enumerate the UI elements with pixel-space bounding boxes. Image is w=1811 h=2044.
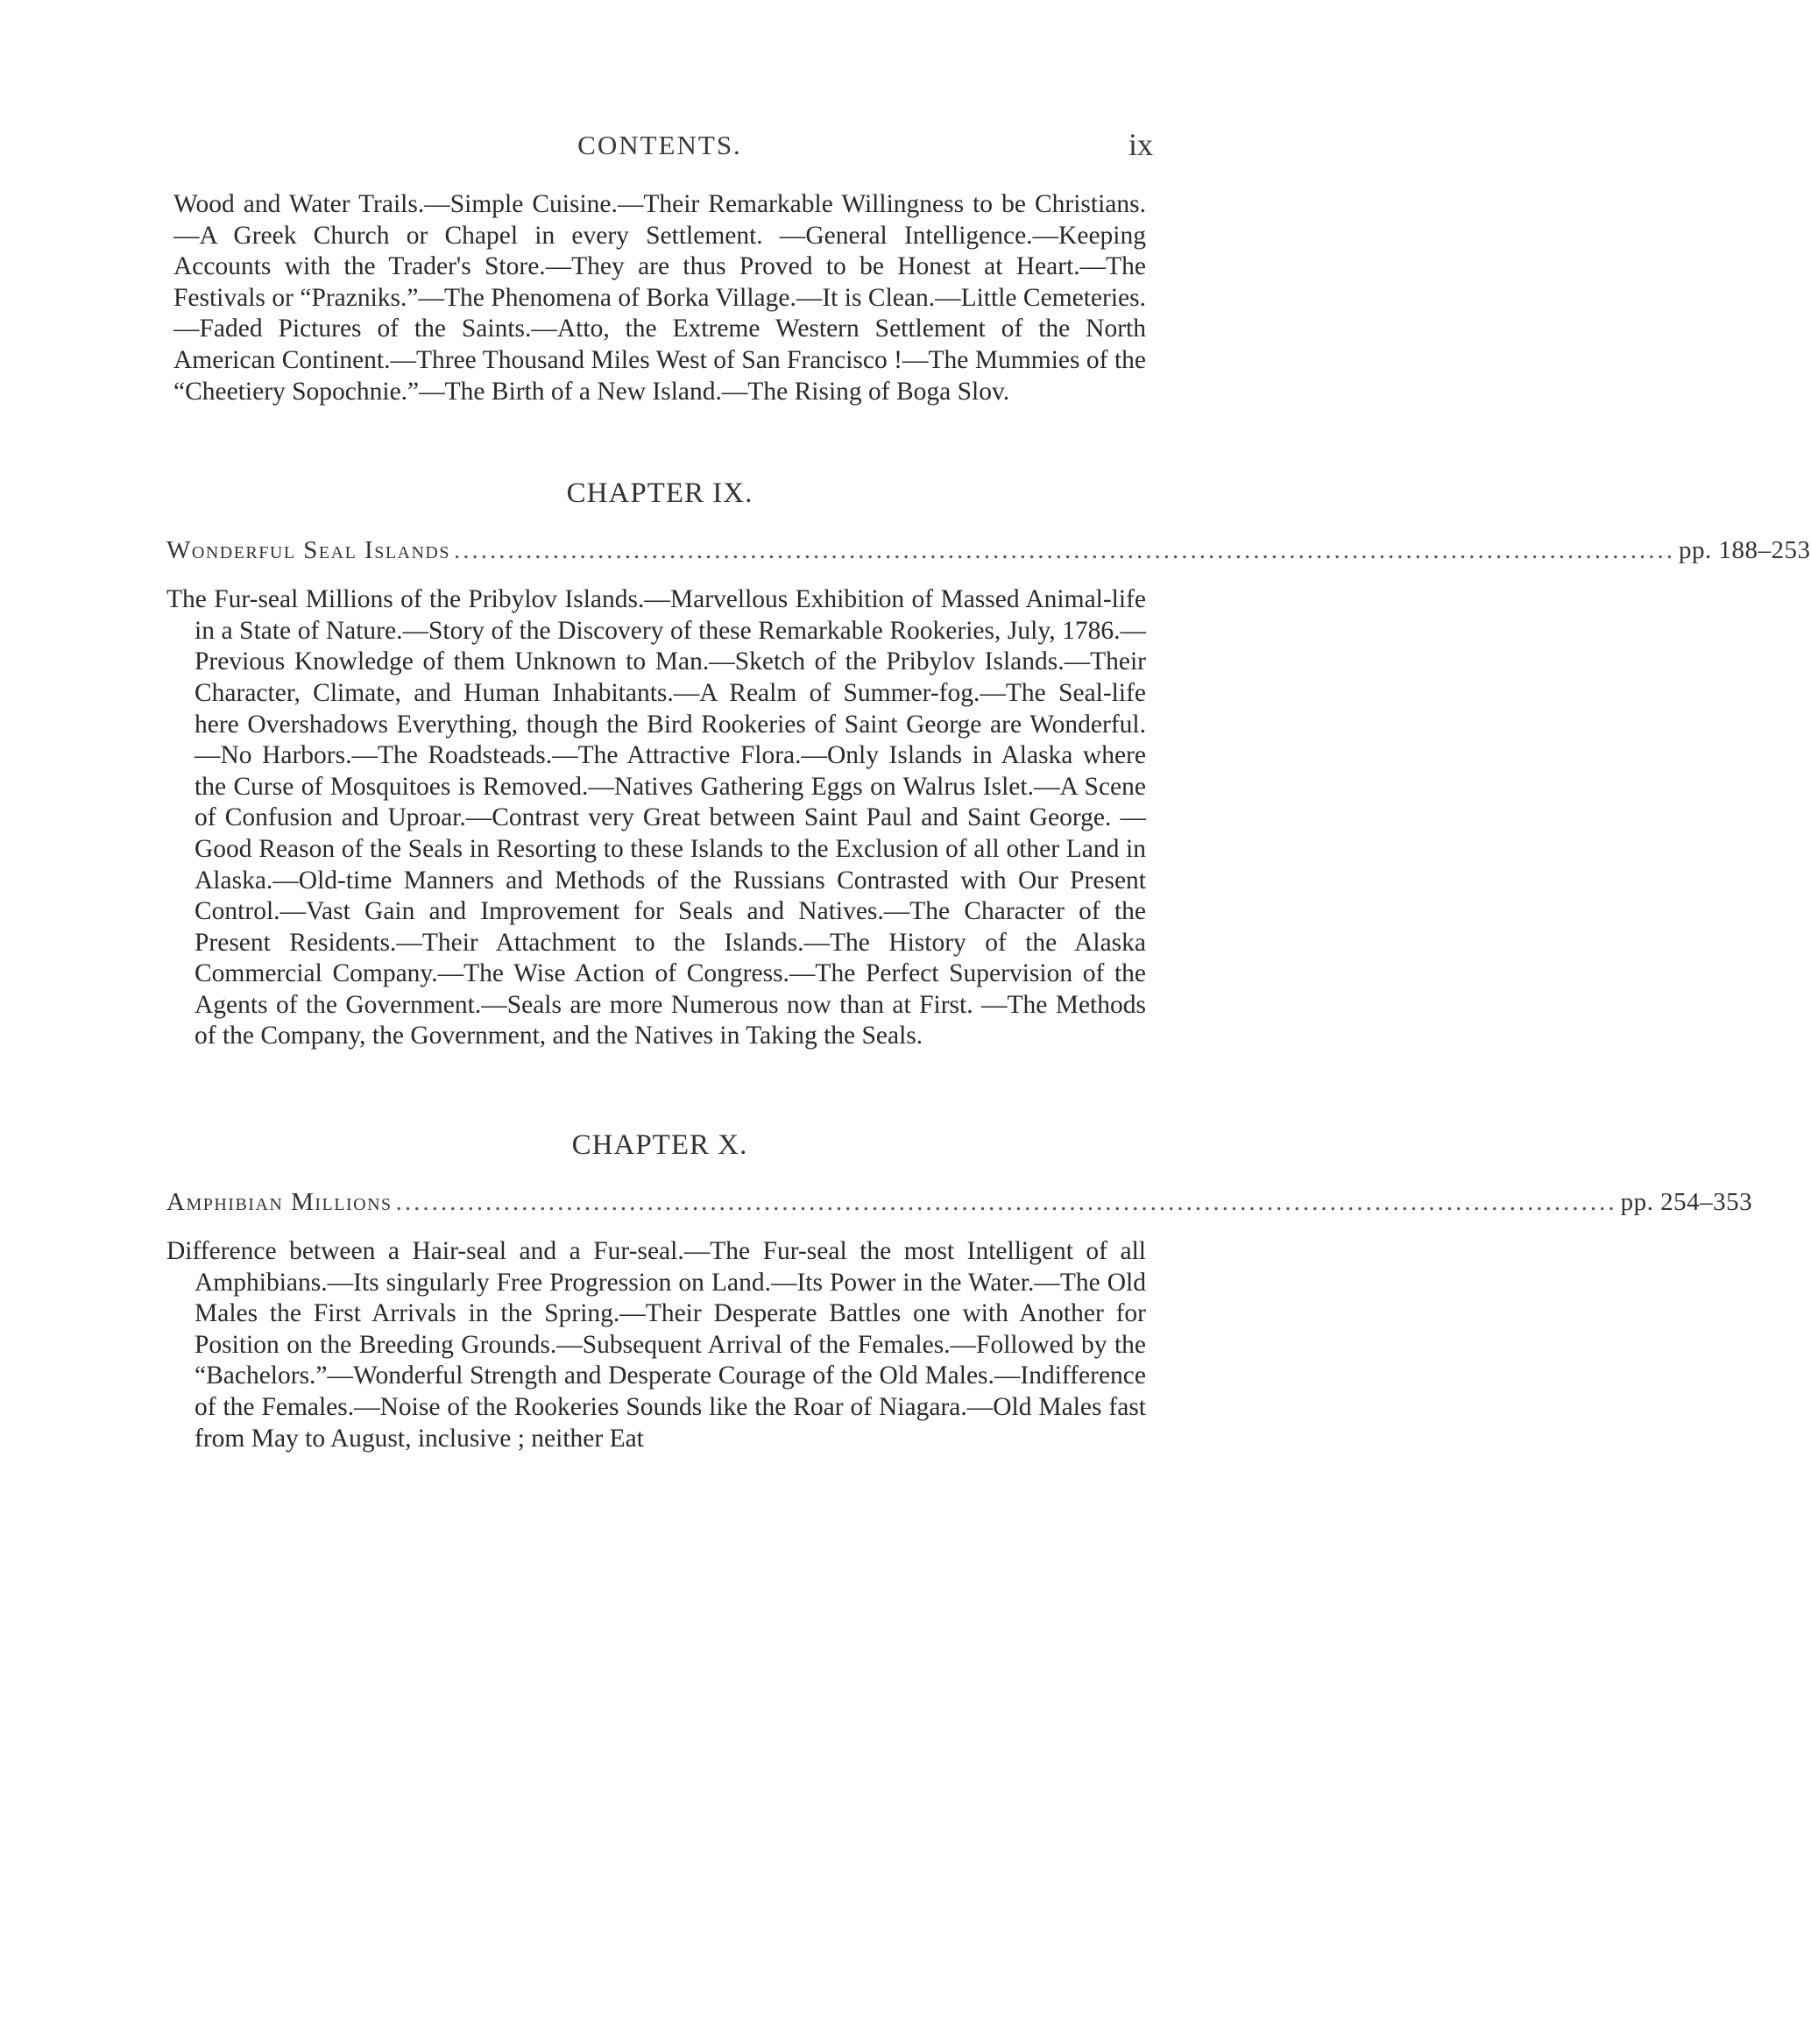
page-header [173,123,1153,166]
chapter-x-summary: Difference between a Hair-seal and a Fur-seal.—The Fur-seal the most Intelligent of all Amphibians.—Its singularly Free Progression on Land.—Its Power in the Water.—The Old Males the First Arrivals in the Spring.—Their Desperate Battles one with Another for Position on the Breeding Grounds.—Subsequent Arrival of the Females.—Followed by the “Bachelors.”—Wonderful Strength and Desperate Courage of the Old Males.—Indifference of the Females.—Noise of the Rookeries Sounds like the Roar of Niagara.—Old Males fast from May to August, inclusive ; neither Eat [166,1237,1146,1453]
continued-chapter-summary: Wood and Water Trails.—Simple Cuisine.—Their Remarkable Willingness to be Christians.—A Greek Church or Chapel in every Settlement. —General Intelligence.—Keeping Accounts with the Trader's Store.—They are thus Proved to be Honest at Heart.—The Festivals or “Prazniks.”—The Phenomena of Borka Village.—It is Clean.—Little Cemeteries.—Faded Pictures of the Saints.—Atto, the Extreme Western Settlement of the North American Continent.—Three Thousand Miles West of San Francisco !—The Mummies of the “Cheetiery Sopochnie.”—The Birth of a New Island.—The Rising of Boga Slov. [173,190,1146,406]
page-number: ix [1128,127,1153,162]
chapter-ix-entry [166,536,1811,565]
running-title: CONTENTS. [577,130,742,160]
dot-leaders: ........................................................................................................................................ [395,1188,1617,1217]
dot-leaders: ........................................................................................................................................ [454,536,1675,565]
contents-page [166,123,1811,1454]
chapter-ix-summary: The Fur-seal Millions of the Pribylov Islands.—Marvellous Exhibition of Massed Animal-life in a State of Nature.—Story of the Discovery of these Remarkable Rookeries, July, 1786.—Previous Knowledge of them Unknown to Man.—Sketch of the Pribylov Islands.—Their Character, Climate, and Human Inhabitants.—A Realm of Summer-fog.—The Seal-life here Overshadows Everything, though the Bird Rookeries of Saint George are Wonderful.—No Harbors.—The Roadsteads.—The Attractive Flora.—Only Islands in Alaska where the Curse of Mosquitoes is Removed.—Natives Gathering Eggs on Walrus Islet.—A Scene of Confusion and Uproar.—Contrast very Great between Saint Paul and Saint George. —Good Reason of the Seals in Resorting to these Islands to the Exclusion of all other Land in Alaska.—Old-time Manners and Methods of the Russians Contrasted with Our Present Control.—Vast Gain and Improvement for Seals and Natives.—The Character of the Present Residents.—Their Attachment to the Islands.—The History of the Alaska Commercial Company.—The Wise Action of Congress.—The Perfect Supervision of the Agents of the Government.—Seals are more Numerous now than at First. —The Methods of the Company, the Government, and the Natives in Taking the Seals. [166,585,1146,1050]
chapter-ix-title: Wonderful Seal Islands [166,536,450,565]
chapter-x-heading: CHAPTER X. [571,1129,748,1162]
chapter-x-title: Amphibian Millions [166,1188,393,1217]
chapter-x-pages: pp. 254–353 [1620,1188,1753,1217]
chapter-x-entry [166,1188,1753,1217]
chapter-ix-pages: pp. 188–253 [1679,536,1811,565]
chapter-ix-heading: CHAPTER IX. [566,477,753,510]
